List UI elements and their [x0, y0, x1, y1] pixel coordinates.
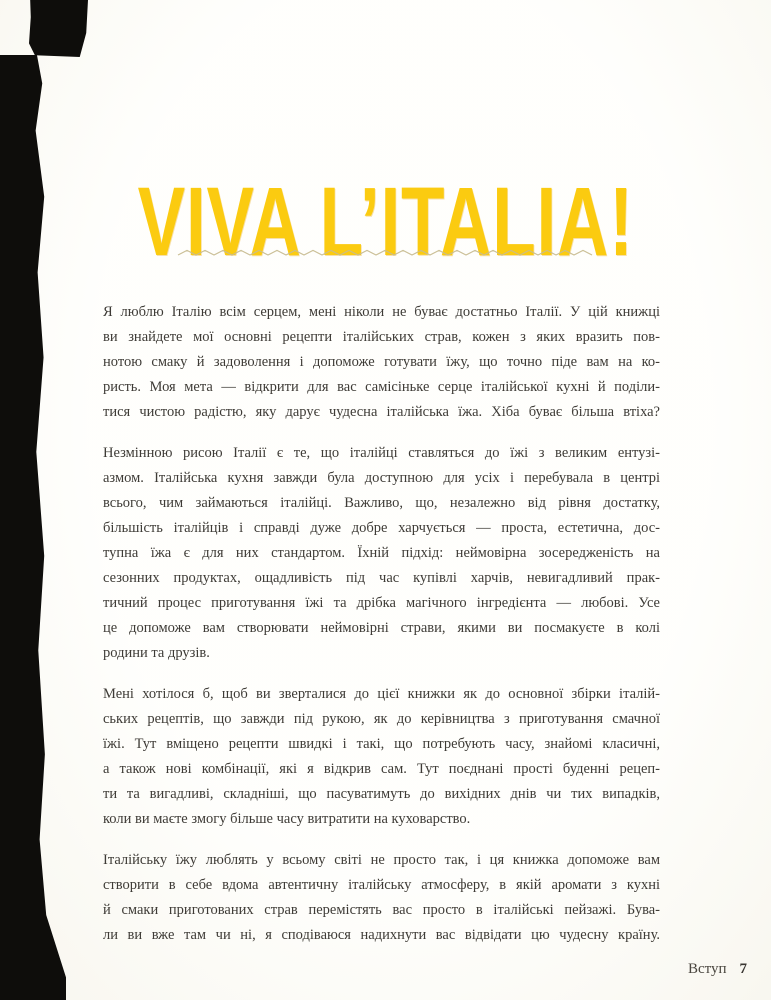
- text-line: ли ви вже там чи ні, я сподіваюся надихнути вас відвідати цю чудесну країну.: [103, 927, 660, 943]
- text-line: тичний процес приготування їжі та дрібка магічного інгредієнта — любові. Усе: [103, 595, 660, 611]
- text-line: створити в себе вдома автентичну італійську атмосферу, в якій аромати з кухні: [103, 877, 660, 893]
- text-line: більшість італійців і справді дуже добре харчується — проста, естетична, дос-: [103, 520, 660, 536]
- text-line: сезонних продуктах, ощадливість під час купівлі харчів, невигадливий прак-: [103, 570, 660, 586]
- text-line: ристь. Моя мета — відкрити для вас самісіньке серце італійської кухні й поділи-: [103, 379, 660, 395]
- text-line: ви знайдете мої основні рецепти італійських страв, кожен з яких вразить пов-: [103, 329, 660, 345]
- text-line: Незмінною рисою Італії є те, що італійці ставляться до їжі з великим ентузі-: [103, 445, 660, 461]
- text-line: ських рецептів, що завжди під рукою, як до керівництва з приготування смачної: [103, 711, 660, 727]
- text-line: а також нові комбінації, які я відкрив сам. Тут поєднані прості буденні рецеп-: [103, 761, 660, 777]
- footer-section-label: Вступ: [687, 961, 727, 977]
- text-line: азмом. Італійська кухня завжди була доступною для усіх і перебувала в центрі: [103, 470, 660, 486]
- text-line: Мені хотілося б, щоб ви зверталися до цієї книжки як до основної збірки італій-: [103, 686, 660, 702]
- text-line: тупна їжа є для них стандартом. Їхній підхід: неймовірна зосередженість на: [103, 545, 660, 561]
- paragraph: [103, 300, 660, 425]
- paragraph: [103, 682, 660, 832]
- page-title-text: VIVA L’ITALIA!: [137, 167, 634, 277]
- text-line: й смаки приготованих страв перемістять вас просто в італійські пейзажі. Бува-: [103, 902, 660, 918]
- body-text: [103, 300, 660, 964]
- text-line: це допоможе вам створювати неймовірні страви, якими ви посмакуєте в колі: [103, 620, 660, 636]
- text-line: ти та вигадливі, складніші, що пасуватимуть до вихідних днів чи тих випадків,: [103, 786, 660, 802]
- page-footer: [688, 958, 747, 980]
- zigzag-path: [178, 250, 592, 255]
- paragraph: [103, 848, 660, 948]
- text-line: родини та друзів.: [103, 645, 210, 661]
- zigzag-divider: [177, 247, 594, 259]
- text-line: їжі. Тут вміщено рецепти швидкі і такі, що потребують часу, знайомі класичні,: [103, 736, 660, 752]
- text-line: нотою смаку й задоволення і допоможе готувати їжу, що точно піде вам на ко-: [103, 354, 660, 370]
- text-line: Я люблю Італію всім серцем, мені ніколи не буває достатньо Італії. У цій книжці: [103, 304, 660, 320]
- text-line: Італійську їжу люблять у всьому світі не просто так, і ця книжка допоможе вам: [103, 852, 660, 868]
- scan-edge-top-left-block: [29, 0, 88, 57]
- paragraph: [103, 441, 660, 666]
- page-title: [0, 168, 771, 278]
- footer-page-number: 7: [739, 961, 747, 977]
- text-line: коли ви маєте змогу більше часу витратити на куховарство.: [103, 811, 471, 827]
- text-line: тися чистою радістю, яку дарує чудесна італійська їжа. Хіба буває більша втіха?: [103, 404, 660, 420]
- text-line: всього, чим займаються італійці. Важливо, що, незалежно від рівня достатку,: [103, 495, 660, 511]
